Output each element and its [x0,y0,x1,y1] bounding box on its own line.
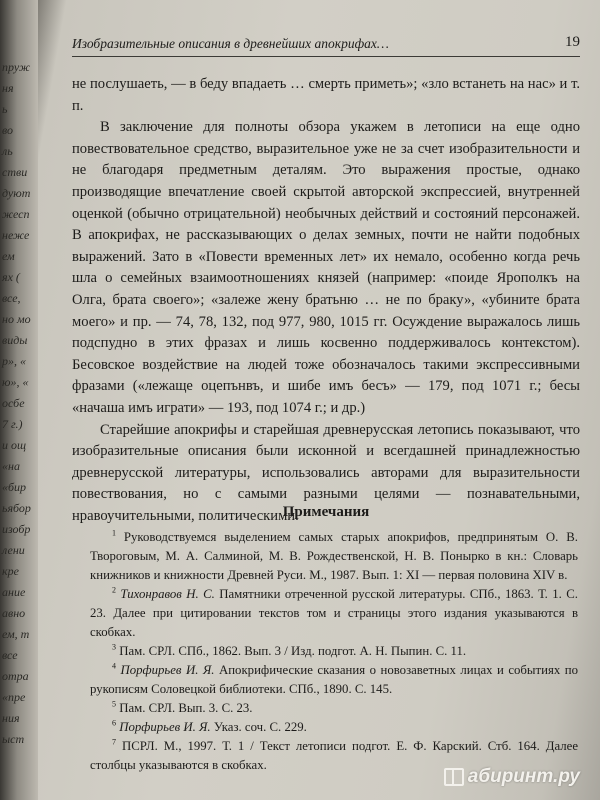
book-icon [444,768,464,786]
left-page-fragment: ьябор [2,501,31,515]
left-page-fragment: ль [2,144,13,158]
left-page-fragment: изобр [2,522,31,536]
body-text [72,74,580,527]
paragraph: В заключение для полноты обзора укажем в летописи на еще одно повествовательное средство, выразительное уже не за счет изобразительности и не благодаря предметным деталям. Это выражения простые, однако производящие впечатление своей скрытой авторской экспрессией, внутренней оценкой (обычно отрицательной) необычных действий и состояний персонажей. В апокрифах, не рассказывающих о делах земных, почти не найти подобных выражений. Зато в «Повести временных лет» их немало, особенно когда речь шла о семейных взаимоотношениях князей (например: «поиде Ярополкъ на Олга, брата своего»; «залеже жену братьню … не по браку», «убините брата моего» и пр. — 74, 78, 132, под 977, 980, 1015 гг. Осуждение выражалось лишь подспудно в этих фразах и лишь косвенно поддерживалось контекстом). Бесовское воздействие на людей тоже обозначалось такими экспрессивными фразами («лежаще оцепънвъ, и шибе имъ бесъ» — 179, под 1071 г.; бесы «начаша имъ играти» — 193, под 1074 г.; и др.) [72,119,580,416]
paragraph: Старейшие апокрифы и старейшая древнерусская летопись показывают, что изобразительные описания были исконной и всегдашней принадлежностью древнерусской литературы, использовались авторами для выразительности повествования, но с самыми разными целями — познавательными, нравоучительными, политическими. [72,421,580,524]
left-page-fragment: «пре [2,690,26,704]
left-page-fragment: но мо [2,312,31,326]
watermark-text: абиринт.ру [467,766,580,787]
left-page-fragment: ыст [2,732,25,746]
footnote-text: Памятники отреченной русской литературы. СПб., 1863. Т. 1. С. 23. Далее при цитировании текстов том и страницы этого издания указываются в скобках. [90,587,578,639]
footnote-number: 7 [112,737,116,747]
left-page-fragment: ю», « [2,375,29,389]
left-page-fragment: ь [2,102,8,116]
paragraph: не послушаеть, — в беду впадаеть … смерть приметь»; «зло встанеть на нас» и т. п. [72,76,580,114]
footnote-text: Указ. соч. С. 229. [210,720,307,734]
footnote-number: 5 [112,699,116,709]
footnote-text: Руководствуемся выделением самых старых апокрифов, предпринятым О. В. Твороговым, М. А. Салминой, М. В. Рождественской, Н. В. Понырко в кн.: Словарь книжников и книжности Древней Руси. М., 1987. Вып. 1: XI — первая половина XIV в. [90,530,578,582]
running-head [72,34,580,57]
footnote-text: Пам. СРЛ. Вып. 3. С. 23. [119,701,253,715]
left-page-fragment: ем [2,249,15,263]
left-page-fragment: «бир [2,480,27,494]
left-page-fragment: и ощ [2,438,27,452]
page-number: 19 [565,34,580,50]
watermark [444,766,580,788]
left-page-fragment: ях ( [2,270,20,284]
book-page [50,18,580,788]
previous-page-edge [0,0,38,800]
left-page-fragment: «на [2,459,20,473]
footnote [90,718,578,737]
left-page-fragment: дуют [2,186,31,200]
footnote-number: 4 [112,661,116,671]
footnote [90,642,578,661]
footnote-author: Порфирьев И. Я. [120,663,215,677]
left-page-fragment: пруж [2,60,31,74]
left-page-fragment: во [2,123,14,137]
left-page-fragment: неже [2,228,30,242]
footnote-text: Пам. СРЛ. СПб., 1862. Вып. 3 / Изд. подгот. А. Н. Пыпин. С. 11. [119,644,467,658]
footnote-number: 6 [112,718,116,728]
left-page-fragment: ем, т [2,627,30,641]
left-page-fragment: виды [2,333,28,347]
left-page-fragment: 7 г.) [2,417,23,431]
running-head-title: Изобразительные описания в древнейших апокрифах… [72,36,389,51]
left-page-fragment: авно [2,606,26,620]
footnote-number: 2 [112,585,116,595]
left-page-fragment: лени [2,543,25,557]
left-page-fragment: все [2,648,18,662]
footnote-author: Порфирьев И. Я. [119,720,211,734]
notes-heading: Примечания [282,504,370,520]
left-page-fragment: ание [2,585,26,599]
left-page-fragment: осбе [2,396,25,410]
left-page-fragment: все, [2,291,21,305]
footnote-number: 1 [112,528,116,538]
footnote-text: ПСРЛ. М., 1997. Т. 1 / Текст летописи подгот. Е. Ф. Карский. Стб. 164. Далее столбцы указываются в скобках. [90,739,578,772]
left-page-fragment: р», « [2,354,26,368]
footnote [90,528,578,585]
footnote-text: Апокрифические сказания о новозаветных лицах и событиях по рукописям Соловецкой библиотеки. СПб., 1890. С. 145. [90,663,578,696]
left-page-fragment: ня [2,81,14,95]
left-page-fragment: кре [2,564,19,578]
footnote [90,585,578,642]
left-page-fragment: ния [2,711,20,725]
footnote [90,699,578,718]
footnote-number: 3 [112,642,116,652]
left-page-fragment: отра [2,669,29,683]
left-page-fragment: стви [2,165,28,179]
footnote [90,661,578,699]
footnote-author: Тихонравов Н. С. [120,587,215,601]
footnotes [90,528,578,775]
left-page-fragment: жесп [2,207,30,221]
